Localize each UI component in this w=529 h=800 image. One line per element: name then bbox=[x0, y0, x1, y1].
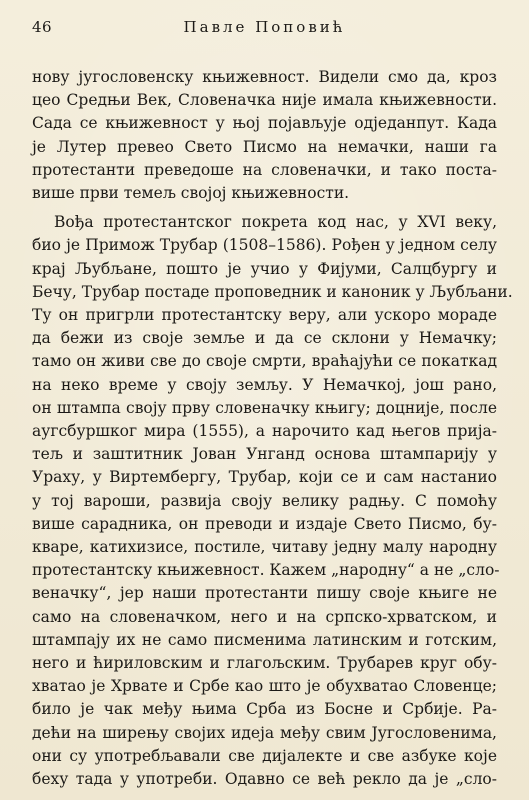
paragraph-1 bbox=[32, 66, 497, 205]
running-title: Павле Поповић bbox=[183, 18, 346, 36]
text-line: Бечу, Трубар постаде проповедник и каноник у Љубљани. bbox=[32, 282, 513, 301]
text-line: кваре, катихизисе, постиле, читаву једну малу народну bbox=[32, 538, 497, 557]
paragraph-2 bbox=[32, 211, 513, 791]
text-line: је Лутер превео Свето Писмо на немачки, наши га bbox=[32, 137, 497, 156]
page-header bbox=[32, 18, 497, 40]
text-line: Ту он пригрли протестантску веру, али ускоро мораде bbox=[32, 306, 497, 325]
text-line: они су употребљавали све дијалекте и све азбуке које bbox=[32, 746, 497, 765]
text-line: аугсбуршког мира (1555), а нарочито кад његов прија- bbox=[32, 422, 497, 441]
page-number: 46 bbox=[32, 18, 53, 36]
text-line: у тој вароши, развија своју велику радњу. С помоћу bbox=[32, 491, 497, 510]
text-line: Вођа протестантског покрета код нас, у XVI веку, bbox=[54, 213, 497, 232]
text-line: више први темељ својој књижевности. bbox=[32, 184, 350, 203]
text-line: тамо он живи све до своје смрти, враћајући се покаткад bbox=[32, 352, 497, 371]
text-line: дећи на ширењу својих идеја међу свим Југословенима, bbox=[32, 723, 497, 742]
text-line: протестанти преведоше на словеначки, и тако поста- bbox=[32, 160, 497, 179]
text-line: него и ћириловским и глагољским. Трубарев круг обу- bbox=[32, 654, 497, 673]
text-line: Сада се књижевност у њој појављује одједанпут. Када bbox=[32, 114, 497, 133]
text-line: беху тада у употреби. Одавно се већ рекло да је „сло- bbox=[32, 770, 497, 789]
text-line: протестантску књижевност. Кажем „народну“ а не „сло- bbox=[32, 561, 500, 580]
text-line: само на словеначком, него и на српско-хрватском, и bbox=[32, 607, 497, 626]
text-line: штампају их не само писменима латинским и готским, bbox=[32, 630, 497, 649]
text-line: цео Средњи Век, Словеначка није имала књижевности. bbox=[32, 91, 497, 110]
text-line: нову југословенску књижевност. Видели смо да, кроз bbox=[32, 68, 497, 86]
text-line: крај Љубљане, пошто је учио у Фијуми, Салцбургу и bbox=[32, 259, 497, 278]
text-line: хватао је Хрвате и Србе као што је обухватао Словенце; bbox=[32, 677, 497, 696]
text-line: да бежи из своје земље и да се склони у Немачку; bbox=[32, 329, 497, 348]
text-line: он штампа своју прву словеначку књигу; доцније, после bbox=[32, 398, 497, 417]
body-text bbox=[32, 66, 513, 791]
text-line: веначку“, јер наши протестанти пишу своје књиге не bbox=[32, 584, 497, 603]
text-line: тељ и заштитник Јован Унганд основа штампарију у bbox=[32, 445, 497, 464]
text-line: на неко време у своју земљу. У Немачкој, још рано, bbox=[32, 375, 497, 394]
text-line: више сарадника, он преводи и издаје Свето Писмо, бу- bbox=[32, 514, 497, 533]
text-line: био је Примож Трубар (1508–1586). Рођен у једном селу bbox=[32, 236, 497, 255]
text-line: Ураху, у Виртембергу, Трубар, који се и сам настанио bbox=[32, 468, 497, 487]
text-line: било је чак међу њима Срба из Босне и Србије. Ра- bbox=[32, 700, 497, 719]
